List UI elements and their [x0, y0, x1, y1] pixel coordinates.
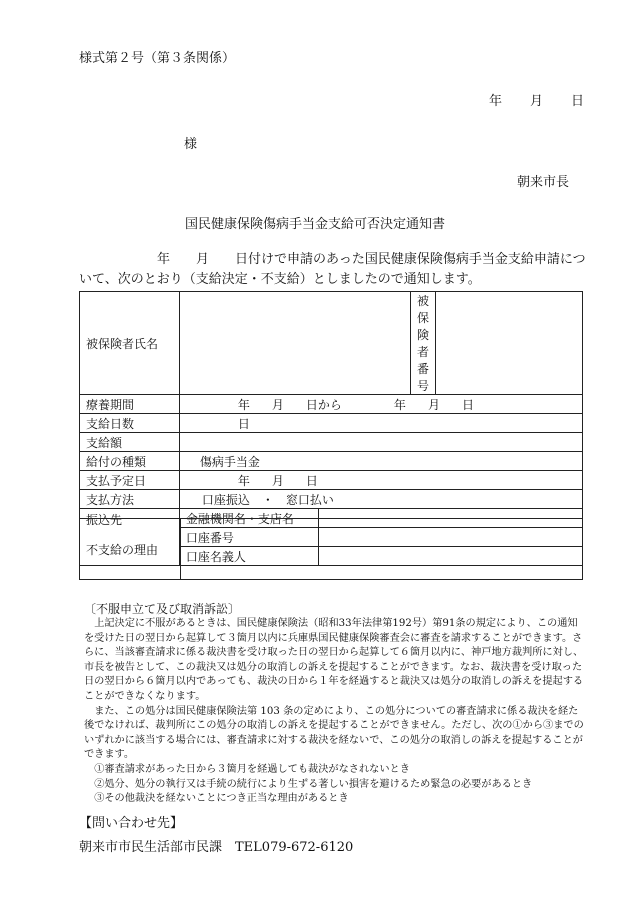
reason-label: 不支給の理由: [80, 519, 181, 580]
intro-month: 月: [196, 252, 210, 267]
contact-line: 朝来市市民生活部市民課 TEL079-672-6120: [79, 840, 354, 855]
payment-date-label: 支払予定日: [80, 471, 180, 490]
amount-label: 支給額: [80, 433, 180, 452]
contact-heading: 【問い合わせ先】: [79, 816, 184, 831]
intro-rest: 日付けで申請のあった国民健康保険傷病手当金支給申請について、次のとおり（支給決定・不支給）としましたので通知します。: [79, 252, 586, 287]
period-label: 療養期間: [80, 395, 180, 414]
appeal-item: ③その他裁決を経ないことにつき正当な理由があるとき: [94, 793, 349, 805]
table-row: [80, 452, 583, 471]
table-row: [80, 471, 583, 490]
account-holder-label: 口座名義人: [179, 547, 318, 566]
payment-date-value[interactable]: 年 月 日: [179, 471, 582, 490]
date-day: 日: [571, 94, 585, 109]
insured-number-value[interactable]: [435, 292, 582, 395]
insured-name-label: 被保険者氏名: [80, 292, 180, 395]
payment-method-value[interactable]: 口座振込 ・ 窓口払い: [179, 490, 582, 509]
intro-year: 年: [157, 252, 171, 267]
insured-number-label: 被保険者番号: [410, 292, 435, 395]
issue-date: [489, 90, 584, 109]
table-row: [80, 490, 583, 509]
appeal-heading: 〔不服申立て及び取消訴訟〕: [84, 602, 241, 616]
benefit-type-value: 傷病手当金: [179, 452, 582, 471]
appeal-item: ②処分、処分の執行又は手続の続行により生ずる著しい損害を避けるため緊急の必要があるとき: [94, 778, 533, 790]
insured-name-value[interactable]: [179, 292, 410, 395]
table-row: [80, 395, 583, 414]
table-row: [80, 292, 583, 395]
amount-value[interactable]: [179, 433, 582, 452]
issuer: 朝来市長: [517, 175, 570, 190]
table-row: [80, 519, 583, 580]
document-title: 国民健康保険傷病手当金支給可否決定通知書: [184, 217, 445, 232]
table-row: [80, 433, 583, 452]
appeal-text: [84, 617, 584, 807]
payment-method-label: 支払方法: [80, 490, 180, 509]
date-month: 月: [530, 94, 544, 109]
transfer-label: 振込先: [80, 509, 180, 566]
period-value[interactable]: 年 月 日から 年 月 日: [179, 395, 582, 414]
appeal-item: ①審査請求があった日から３箇月を経過しても裁決がなされないとき: [94, 763, 410, 775]
form-number: 様式第２号（第３条関係）: [79, 51, 236, 66]
table-row: [80, 414, 583, 433]
addressee-suffix: 様: [184, 137, 198, 152]
date-year: 年: [489, 94, 503, 109]
days-value[interactable]: 日: [179, 414, 582, 433]
reason-table: [79, 518, 583, 580]
intro-text: [79, 250, 589, 290]
appeal-paragraph-1: 上記決定に不服があるときは、国民健康保険法（昭和33年法律第192号）第91条の規定により、この通知を受けた日の翌日から起算して３箇月以内に兵庫県国民健康保険審査会に審査を請求することができます。さらに、当該審査請求に係る裁決書を受け取った日の翌日から起算して６箇月以内に、神戸地方裁判所に対し、市長を被告として、この裁決又は処分の取消しの訴えを提起することができます。なお、裁決書を受け取った日の翌日から６箇月以内であっても、裁決の日から１年を経過すると裁決又は処分の取消しの訴えを提起することができなくなります。: [84, 618, 584, 702]
bank-label: 金融機関名・支店名: [179, 509, 318, 528]
appeal-paragraph-2: また、この処分は国民健康保険法第 103 条の定めにより、この処分についての審査請求に係る裁決を経た後でなければ、裁判所にこの処分の取消しの訴えを提起することができません。ただし、次の①から③までのいずれかに該当する場合には、審査請求に対する裁決を経ないで、この処分の取消しの訴えを提起することができます。: [84, 705, 584, 761]
days-label: 支給日数: [80, 414, 180, 433]
account-number-label: 口座番号: [179, 528, 318, 547]
reason-value[interactable]: [181, 519, 583, 580]
benefit-type-label: 給付の種類: [80, 452, 180, 471]
